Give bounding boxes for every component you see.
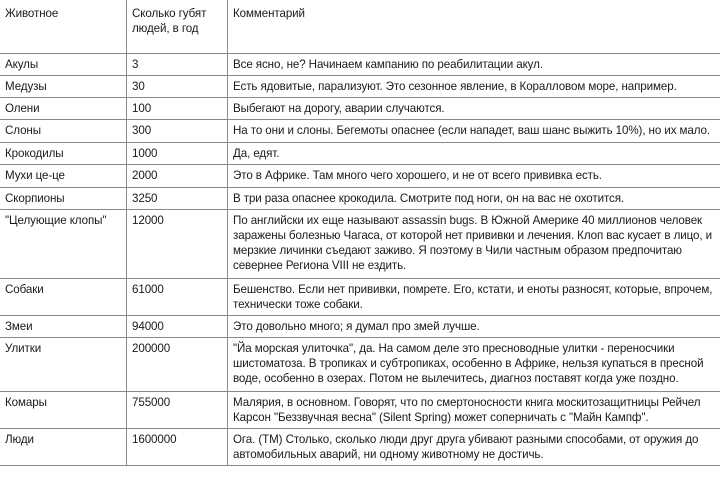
cell-comment[interactable]: Малярия, в основном. Говорят, что по смертоносности книга москитозащитницы Рейчел Карсон "Беззвучная весна" (Silent Spring) может соперничать с "Майн Кампф".	[228, 392, 720, 429]
cell-animal[interactable]: "Целующие клопы"	[0, 210, 127, 279]
table-row	[0, 338, 720, 392]
cell-animal[interactable]: Люди	[0, 429, 127, 466]
cell-deaths[interactable]: 3250	[127, 188, 228, 210]
cell-deaths[interactable]: 1600000	[127, 429, 228, 466]
cell-comment[interactable]: Бешенство. Если нет прививки, помрете. Его, кстати, и еноты разносят, которые, впрочем, технически тоже собаки.	[228, 279, 720, 316]
table-row	[0, 143, 720, 165]
cell-deaths[interactable]: 3	[127, 54, 228, 76]
header-deaths[interactable]: Сколько губят людей, в год	[127, 0, 228, 54]
table-row	[0, 188, 720, 210]
cell-deaths[interactable]: 200000	[127, 338, 228, 392]
cell-animal[interactable]: Олени	[0, 98, 127, 120]
cell-deaths[interactable]: 30	[127, 76, 228, 98]
table-row	[0, 120, 720, 143]
cell-comment[interactable]: Выбегают на дорогу, аварии случаются.	[228, 98, 720, 120]
cell-animal[interactable]: Змеи	[0, 316, 127, 338]
cell-comment[interactable]: Есть ядовитые, парализуют. Это сезонное явление, в Коралловом море, например.	[228, 76, 720, 98]
cell-animal[interactable]: Комары	[0, 392, 127, 429]
cell-comment[interactable]: Все ясно, не? Начинаем кампанию по реабилитации акул.	[228, 54, 720, 76]
table-row	[0, 429, 720, 466]
cell-animal[interactable]: Собаки	[0, 279, 127, 316]
cell-animal[interactable]: Крокодилы	[0, 143, 127, 165]
cell-animal[interactable]: Скорпионы	[0, 188, 127, 210]
header-row	[0, 0, 720, 54]
cell-comment[interactable]: В три раза опаснее крокодила. Смотрите под ноги, он на вас не охотится.	[228, 188, 720, 210]
cell-deaths[interactable]: 755000	[127, 392, 228, 429]
header-animal[interactable]: Животное	[0, 0, 127, 54]
cell-deaths[interactable]: 100	[127, 98, 228, 120]
cell-comment[interactable]: Да, едят.	[228, 143, 720, 165]
cell-deaths[interactable]: 61000	[127, 279, 228, 316]
cell-animal[interactable]: Акулы	[0, 54, 127, 76]
table-row	[0, 54, 720, 76]
cell-comment[interactable]: По английски их еще называют assassin bugs. В Южной Америке 40 миллионов человек заражены болезнью Чагаса, от которой нет прививки и лечения. Клоп вас кусает в лицо, и мерзкие личинки съедают заживо. Я поэтому в Чили частным образом предпочитаю севернее Региона VIII не ездить.	[228, 210, 720, 279]
cell-animal[interactable]: Слоны	[0, 120, 127, 143]
cell-comment[interactable]: На то они и слоны. Бегемоты опаснее (если нападет, ваш шанс выжить 10%), но их мало.	[228, 120, 720, 143]
cell-comment[interactable]: Это довольно много; я думал про змей лучше.	[228, 316, 720, 338]
table-row	[0, 392, 720, 429]
cell-animal[interactable]: Медузы	[0, 76, 127, 98]
cell-animal[interactable]: Мухи це-це	[0, 165, 127, 188]
cell-animal[interactable]: Улитки	[0, 338, 127, 392]
table-row	[0, 279, 720, 316]
header-comment[interactable]: Комментарий	[228, 0, 720, 54]
cell-comment[interactable]: "Йа морская улиточка", да. На самом деле это пресноводные улитки - переносчики шистоматоза. В тропиках и субтропиках, особенно в Африке, нельзя купаться в пресной воде, особенно в озерах. Потом не вылечитесь, диагноз поставят когда уже поздно.	[228, 338, 720, 392]
cell-deaths[interactable]: 1000	[127, 143, 228, 165]
cell-comment[interactable]: Ога. (TM) Столько, сколько люди друг друга убивают разными способами, от оружия до автомобильных аварий, ни одному животному не достичь.	[228, 429, 720, 466]
table-row	[0, 316, 720, 338]
table-row	[0, 165, 720, 188]
table-row	[0, 98, 720, 120]
cell-comment[interactable]: Это в Африке. Там много чего хорошего, и не от всего прививка есть.	[228, 165, 720, 188]
table-row	[0, 76, 720, 98]
table-row	[0, 210, 720, 279]
cell-deaths[interactable]: 2000	[127, 165, 228, 188]
cell-deaths[interactable]: 300	[127, 120, 228, 143]
cell-deaths[interactable]: 94000	[127, 316, 228, 338]
cell-deaths[interactable]: 12000	[127, 210, 228, 279]
